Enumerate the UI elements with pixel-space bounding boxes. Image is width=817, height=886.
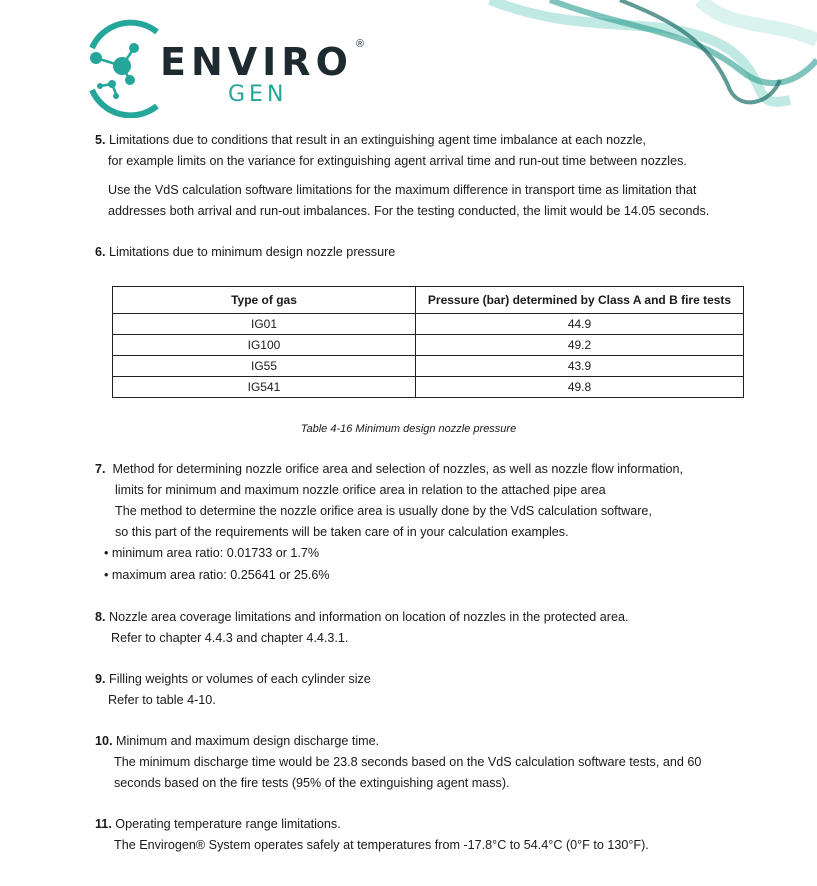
item-10-line-3: seconds based on the fire tests (95% of the extinguishing agent mass). xyxy=(114,776,510,790)
table-row xyxy=(113,335,744,356)
item-5-line-1: 5. Limitations due to conditions that result in an extinguishing agent time imbalance at each nozzle, xyxy=(95,133,646,147)
item-10-line-2: The minimum discharge time would be 23.8 seconds based on the VdS calculation software tests, and 60 xyxy=(114,755,702,769)
item-8-line-2: Refer to chapter 4.4.3 and chapter 4.4.3.1. xyxy=(111,631,349,645)
bullet-item: • minimum area ratio: 0.01733 or 1.7% xyxy=(104,546,320,560)
item-7-line-4: so this part of the requirements will be taken care of in your calculation examples. xyxy=(115,525,569,539)
item-7-line-2: limits for minimum and maximum nozzle orifice area in relation to the attached pipe area xyxy=(115,483,606,497)
item-7-line-1: 7. Method for determining nozzle orifice area and selection of nozzles, as well as nozzle flow information, xyxy=(95,462,684,476)
item-10-line-1: 10. Minimum and maximum design discharge time. xyxy=(95,734,380,748)
table-cell: 49.8 xyxy=(416,377,744,398)
table-cell: IG01 xyxy=(113,314,416,335)
table-cell: IG55 xyxy=(113,356,416,377)
item-9-line-2: Refer to table 4-10. xyxy=(108,693,216,707)
item-11-line-1: 11. Operating temperature range limitations. xyxy=(95,817,341,831)
table-header: Pressure (bar) determined by Class A and B fire tests xyxy=(416,287,744,314)
item-11-line-2: The Envirogen® System operates safely at temperatures from -17.8°C to 54.4°C (0°F to 130°F). xyxy=(114,838,649,852)
table-cell: IG100 xyxy=(113,335,416,356)
smoke-decoration xyxy=(470,0,817,120)
logo-brand: ENVIRO xyxy=(160,40,353,84)
item-7-line-3: The method to determine the nozzle orifice area is usually done by the VdS calculation software, xyxy=(115,504,652,518)
table-header-row xyxy=(113,287,744,314)
bullet-item: • maximum area ratio: 0.25641 or 25.6% xyxy=(104,568,330,582)
item-6-line-1: 6. Limitations due to minimum design nozzle pressure xyxy=(95,245,396,259)
item-8-line-1: 8. Nozzle area coverage limitations and information on location of nozzles in the protected area. xyxy=(95,610,629,624)
table-header: Type of gas xyxy=(113,287,416,314)
table-row xyxy=(113,377,744,398)
item-5-para-2: addresses both arrival and run-out imbalances. For the testing conducted, the limit would be 14.05 seconds. xyxy=(108,204,710,218)
table-caption: Table 4-16 Minimum design nozzle pressure xyxy=(300,423,517,435)
item-9-line-1: 9. Filling weights or volumes of each cylinder size xyxy=(95,672,371,686)
table-cell: 43.9 xyxy=(416,356,744,377)
logo-molecule-icon xyxy=(72,18,162,118)
table-cell: 44.9 xyxy=(416,314,744,335)
item-5-line-2: for example limits on the variance for extinguishing agent arrival time and run-out time between nozzles. xyxy=(108,154,687,168)
logo-sub: GEN xyxy=(228,82,288,107)
nozzle-pressure-table xyxy=(112,286,744,398)
table-cell: 49.2 xyxy=(416,335,744,356)
table-row xyxy=(113,356,744,377)
logo-registered-mark: ® xyxy=(356,38,365,50)
table-row xyxy=(113,314,744,335)
table-cell: IG541 xyxy=(113,377,416,398)
item-5-para-1: Use the VdS calculation software limitations for the maximum difference in transport time as limitation that xyxy=(108,183,697,197)
